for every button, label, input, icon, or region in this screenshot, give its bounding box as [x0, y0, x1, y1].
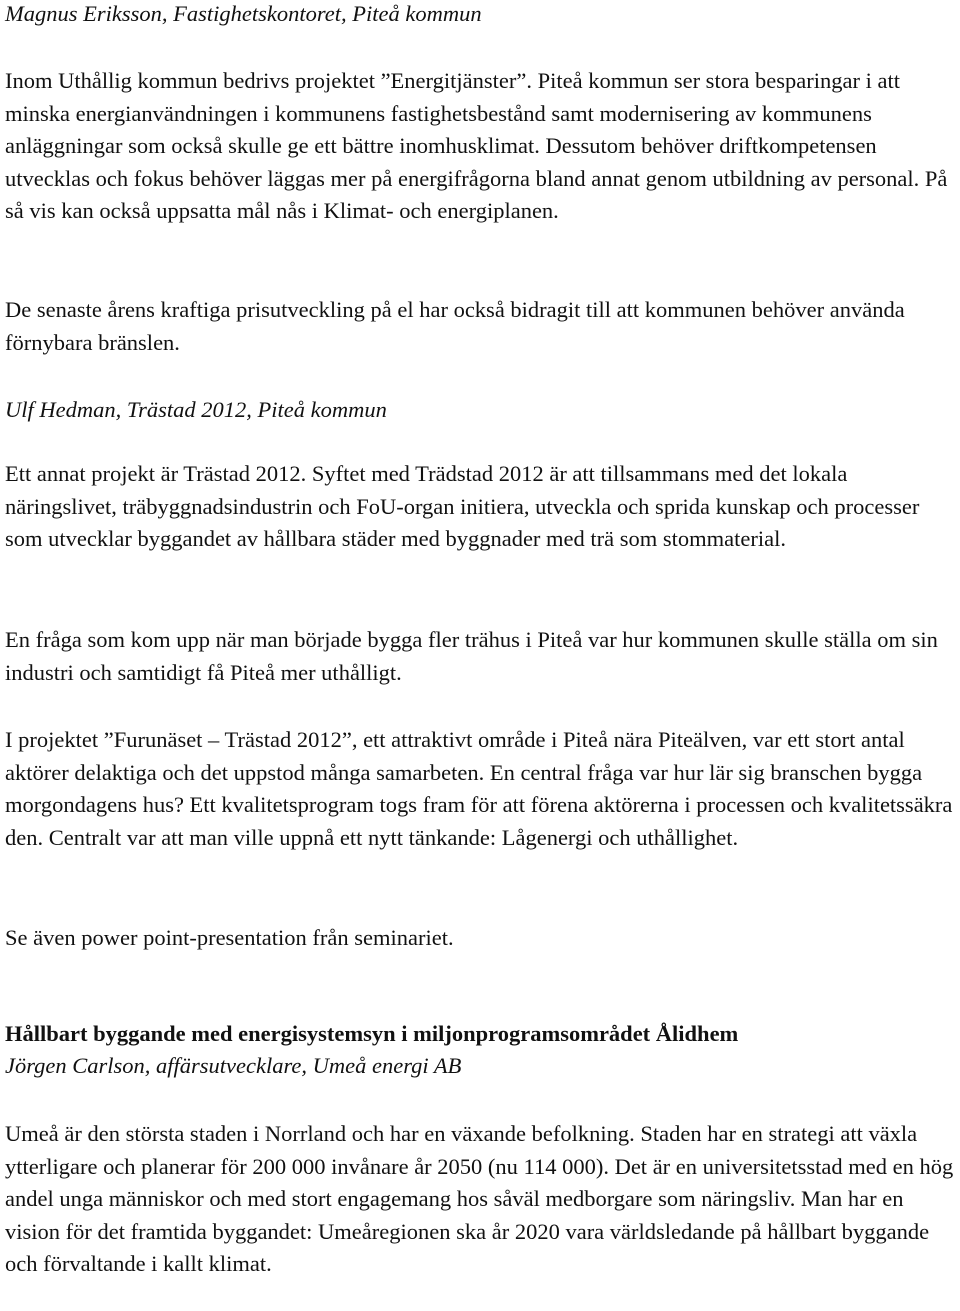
author-byline-carlson: Jörgen Carlson, affärsutvecklare, Umeå energi AB: [5, 1053, 462, 1078]
paragraph-trahus: En fråga som kom upp när man började bygga fler trähus i Piteå var hur kommunen skulle ställa om sin industri och samtidigt få Piteå mer uthålligt.: [5, 627, 938, 685]
author-byline-eriksson: Magnus Eriksson, Fastighetskontoret, Piteå kommun: [5, 1, 482, 26]
paragraph-prisutveckling: De senaste årens kraftiga prisutveckling på el har också bidragit till att kommunen behöver använda förnybara bränslen.: [5, 297, 905, 355]
paragraph-trastad: Ett annat projekt är Trästad 2012. Syftet med Trädstad 2012 är att tillsammans med det lokala näringslivet, träbyggnadsindustrin och FoU-organ initiera, utveckla och sprida kunskap och processer som utvecklar byggandet av hållbara städer med byggnader med trä som stommaterial.: [5, 461, 920, 551]
paragraph-furunaset: I projektet ”Furunäset – Trästad 2012”, ett attraktivt område i Piteå nära Piteälven, var ett stort antal aktörer delaktiga och det uppstod många samarbeten. En central fråga var hur lär sig branschen bygga morgondagens hus? Ett kvalitetsprogram togs fram för att förena aktörerna i processen och kvalitetssäkra den. Centralt var att man ville uppnå ett nytt tänkande: Lågenergi och uthållighet.: [5, 727, 953, 850]
paragraph-umea: Umeå är den största staden i Norrland och har en växande befolkning. Staden har en strategi att växla ytterligare och planerar för 200 000 invånare år 2050 (nu 114 000). Det är en universitetsstad med en hög andel unga människor och med stort engagemang hos såväl medborgare som näringsliv. Man har en vision för det framtida byggandet: Umeåregionen ska år 2020 vara världsledande på hållbart byggande och förvaltande i kallt klimat.: [5, 1121, 954, 1276]
section-heading: Hållbart byggande med energisystemsyn i miljonprogramsområdet Ålidhem: [5, 1021, 739, 1046]
paragraph-presentation-link: Se även power point-presentation från seminariet.: [5, 925, 454, 950]
author-byline-hedman: Ulf Hedman, Trästad 2012, Piteå kommun: [5, 397, 387, 422]
paragraph-energitjanster: Inom Uthållig kommun bedrivs projektet ”Energitjänster”. Piteå kommun ser stora besparingar i att minska energianvändningen i kommunens fastighetsbestånd samt modernisering av kommunens anläggningar som också skulle ge ett bättre inomhusklimat. Dessutom behöver driftkompetensen utvecklas och fokus behöver läggas mer på energifrågorna bland annat genom utbildning av personal. På så vis kan också uppsatta mål nås i Klimat- och energiplanen.: [5, 68, 948, 223]
